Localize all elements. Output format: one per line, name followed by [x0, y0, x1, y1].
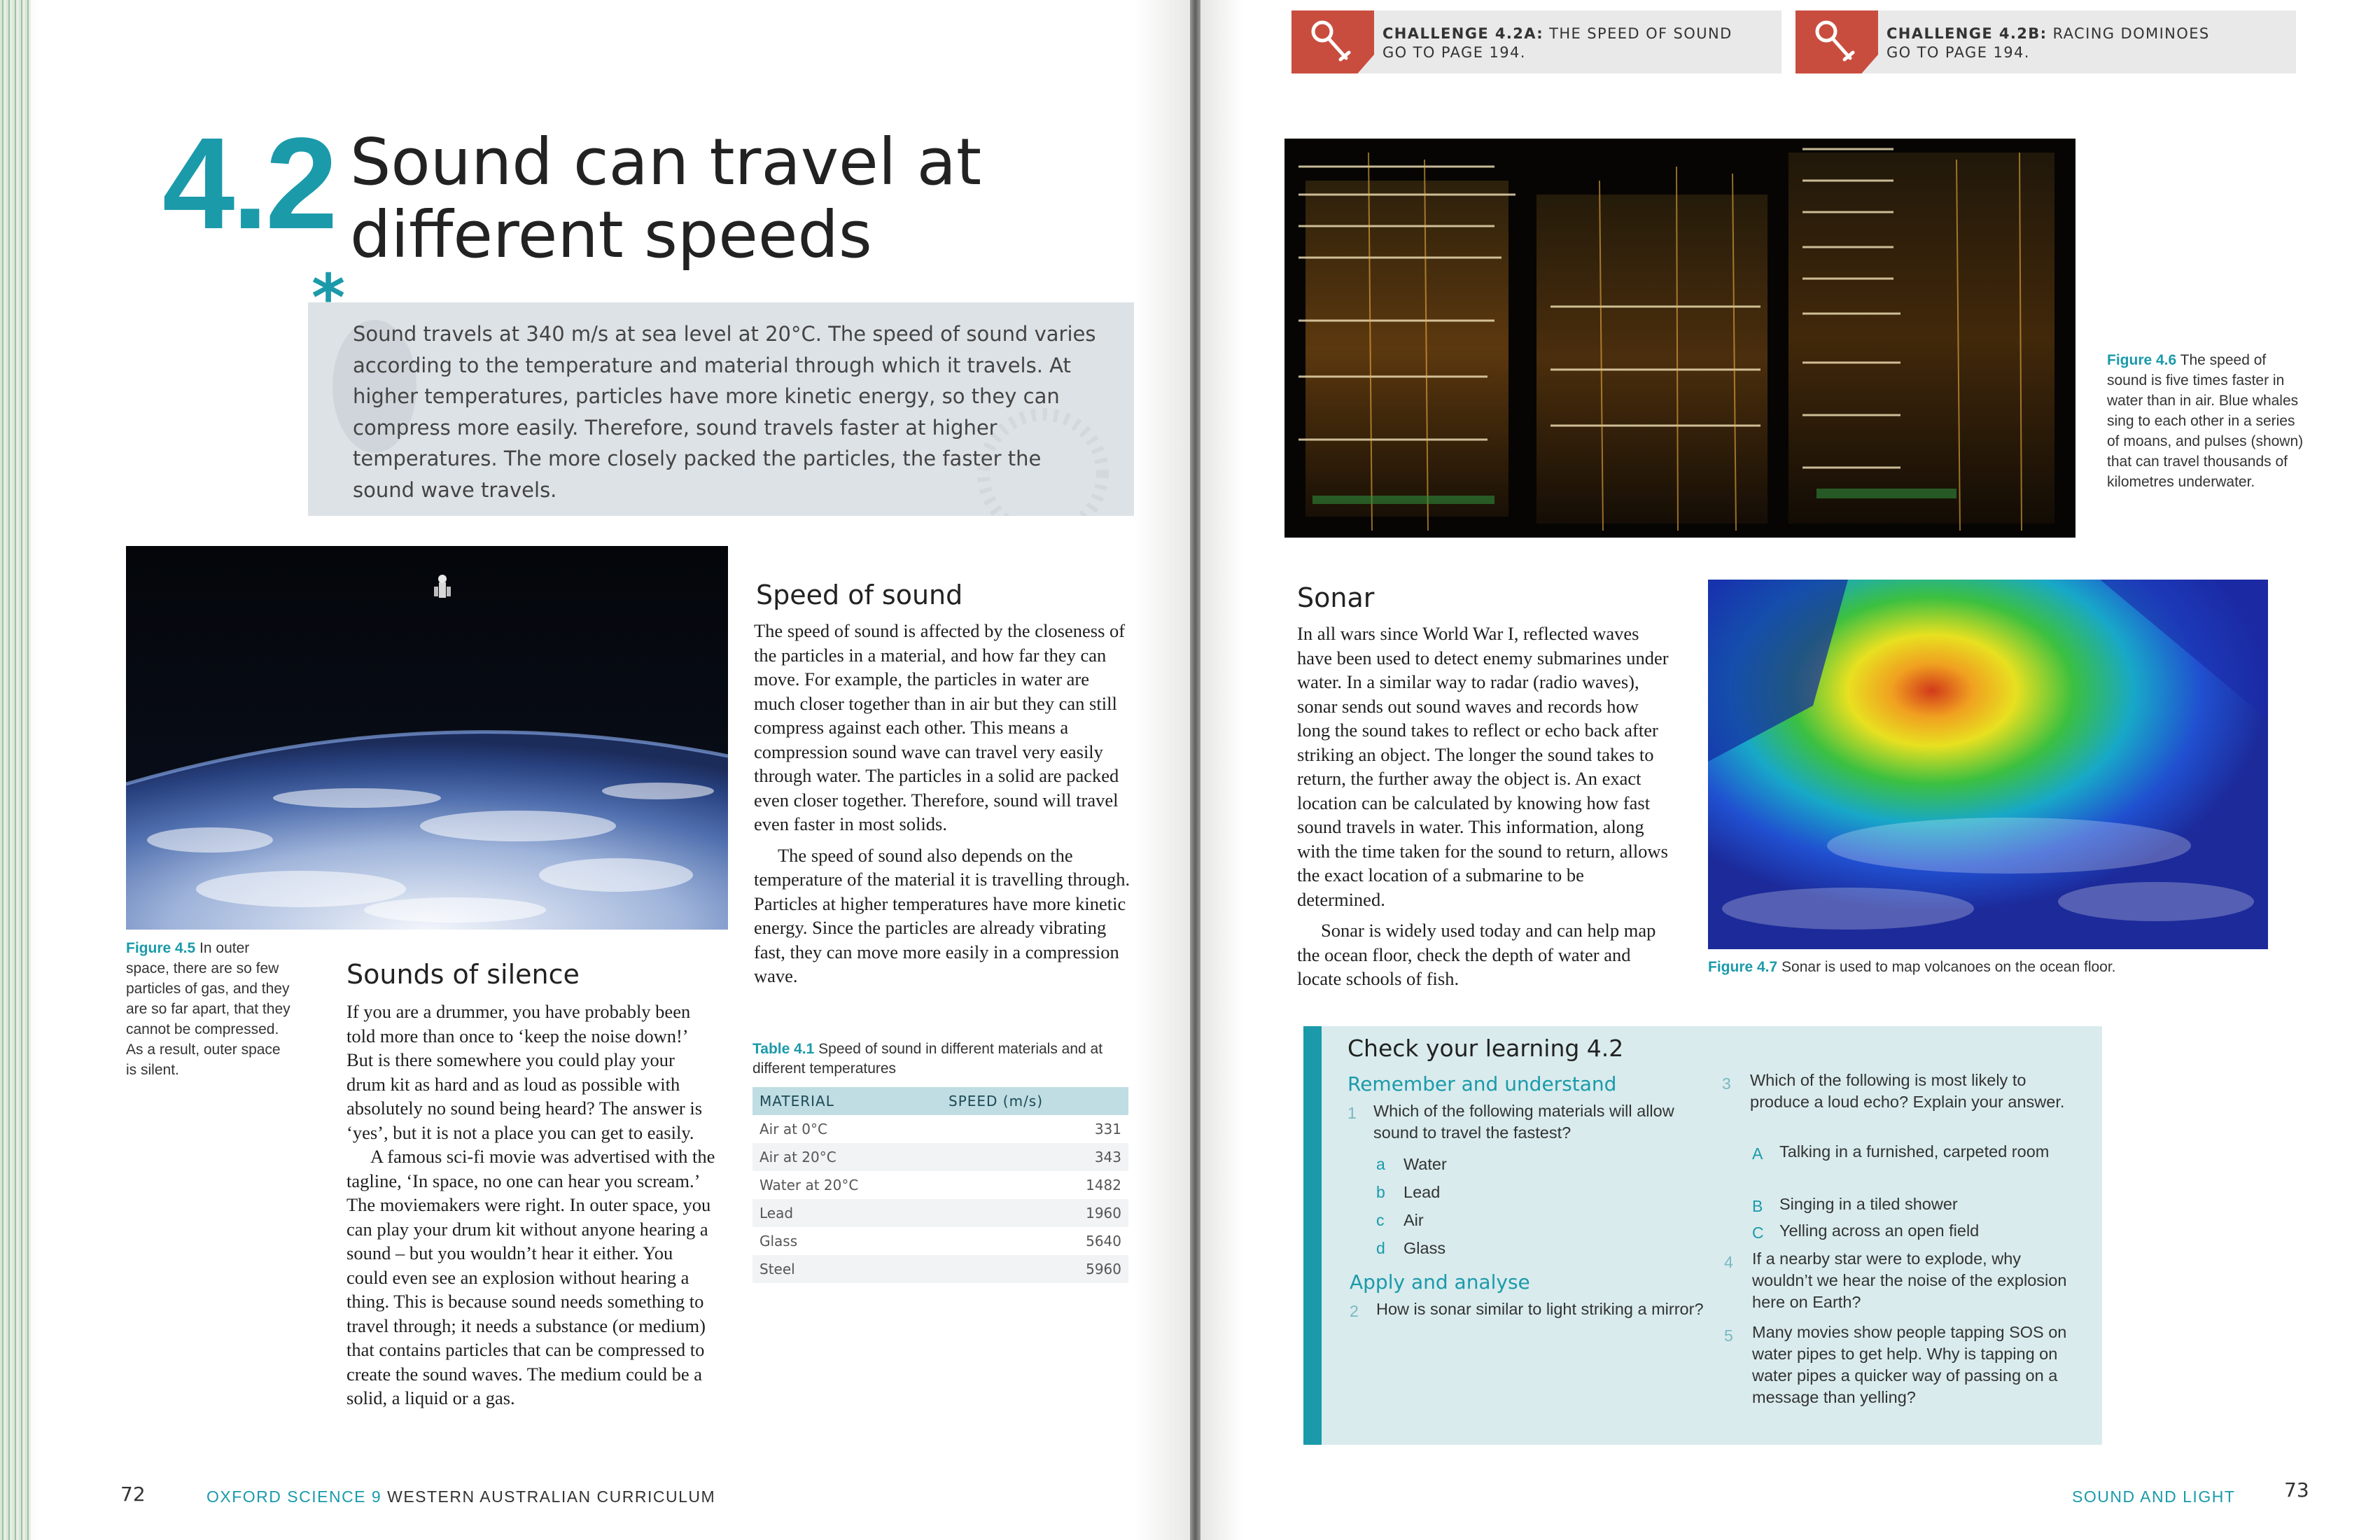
option-letter: b: [1376, 1183, 1385, 1201]
sounds-paragraph-1: If you are a drummer, you have probably been told more than once to ‘keep the noise down!’ But is there somewhere you could play your drum kit as hard and as loud as possible with absolutely no sound being heard? The answer is ‘yes’, but it is not a place you can get to easily.: [346, 1001, 703, 1143]
remember-understand-heading: Remember and understand: [1348, 1072, 1617, 1096]
material-column-header: MATERIAL: [752, 1087, 941, 1115]
figure-4-7-caption: Figure 4.7 Sonar is used to map volcanoes on the ocean floor.: [1708, 959, 2116, 975]
speed-paragraph-1: The speed of sound is affected by the closeness of the particles in a material, and how far they can move. For example, the particles in water are much closer together than in air but they can still compress against each other. This means a compression sound wave can travel very easily through water. The particles in a solid are packed even closer together. Therefore, sound will travel even faster in most solids.: [754, 620, 1126, 834]
option-text: Air: [1404, 1211, 1424, 1229]
challenge-4-2b-text: CHALLENGE 4.2B: RACING DOMINOES GO TO PAGE 194.: [1886, 25, 2210, 61]
sonar-text: [1297, 622, 1675, 991]
speed-paragraph-2: The speed of sound also depends on the temperature of the material it is travelling through. Particles at higher temperatures have more kinetic energy. Since the particles are already vibrating fast, they can move more easily in a compression wave.: [754, 844, 1130, 986]
intro-asterisk-icon: *: [312, 260, 346, 335]
material-cell: Air at 0°C: [760, 1121, 827, 1138]
question-2-number: 2: [1350, 1302, 1359, 1320]
earth-from-space-image: [126, 546, 728, 930]
option-text: Yelling across an open field: [1779, 1222, 1980, 1240]
figure-4-6-spectrogram: [1284, 139, 2076, 538]
question-3-number: 3: [1722, 1074, 1731, 1093]
speed-column-header: SPEED (m/s): [941, 1087, 1128, 1115]
option-letter: A: [1752, 1144, 1763, 1163]
option-letter: a: [1376, 1155, 1385, 1173]
table-row: [752, 1199, 1128, 1227]
sonar-paragraph-2: Sonar is widely used today and can help map the ocean floor, check the depth of water and locate schools of fish.: [1297, 920, 1656, 989]
wrench-icon: [1292, 10, 1374, 74]
option-text: Talking in a furnished, carpeted room: [1779, 1142, 2050, 1161]
right-footer-title: SOUND AND LIGHT: [2072, 1488, 2236, 1506]
option-text: Glass: [1404, 1239, 1446, 1257]
sounds-of-silence-text: [346, 1000, 718, 1410]
speed-of-sound-table: [752, 1087, 1128, 1283]
sonar-volcano-map-image: [1708, 580, 2268, 949]
challenge-icon-box: [1292, 10, 1374, 74]
left-footer-title: OXFORD SCIENCE 9 WESTERN AUSTRALIAN CURRICULUM: [206, 1488, 716, 1506]
intro-text: Sound travels at 340 m/s at sea level at 20°C. The speed of sound varies according to the temperature and material through which it travels. At higher temperatures, particles have more kinetic energy, so they can compress more easily. Therefore, sound travels faster at higher temperatures. The more closely packed the particles, the faster the sound wave travels.: [353, 322, 1096, 502]
sonar-heading: Sonar: [1297, 582, 1375, 613]
table-row: [752, 1115, 1128, 1143]
whale-song-spectrogram-image: [1284, 139, 2076, 538]
figure-4-7-sonar-map: [1708, 580, 2268, 949]
speed-cell: 343: [941, 1143, 1128, 1171]
question-1-text: Which of the following materials will allow sound to travel the fastest?: [1373, 1102, 1674, 1142]
question-1-number: 1: [1348, 1104, 1357, 1122]
table-row: [752, 1143, 1128, 1171]
material-cell: Air at 20°C: [752, 1143, 941, 1171]
check-your-learning-title: Check your learning 4.2: [1348, 1035, 1624, 1062]
option-letter: c: [1376, 1211, 1385, 1229]
figure-4-5-space-photo: [126, 546, 728, 930]
book-gutter: [1190, 0, 1200, 1540]
question-5-number: 5: [1724, 1326, 1733, 1345]
challenge-4-2a-text: CHALLENGE 4.2A: THE SPEED OF SOUND GO TO PAGE 194.: [1382, 25, 1732, 61]
challenge-4-2a-tab[interactable]: [1292, 10, 1782, 74]
table-row: [752, 1171, 1128, 1199]
material-cell: Steel: [752, 1255, 941, 1283]
table-4-1-caption: Table 4.1 Speed of sound in different materials and at different temperatures: [752, 1041, 1103, 1077]
speed-cell: 1960: [941, 1199, 1128, 1227]
option-letter: d: [1376, 1239, 1385, 1257]
option-text: Singing in a tiled shower: [1779, 1195, 1958, 1213]
sonar-paragraph-1: In all wars since World War I, reflected waves have been used to detect enemy submarines under water. In a similar way to radar (radio waves), sonar sends out sound waves and records how long the sound takes to reflect or echo back after striking an object. The longer the sound takes to return, the further away the object is. An exact location can be calculated by knowing how fast sound travels in water. This information, along with the time taken for the sound to return, allows the exact location of a submarine to be determined.: [1297, 623, 1669, 910]
speed-cell: 5640: [1086, 1233, 1121, 1250]
question-4-number: 4: [1724, 1253, 1733, 1271]
figure-4-5-caption: Figure 4.5 In outer space, there are so few particles of gas, and they are so far apart, that they cannot be compressed. As a result, outer space is silent.: [126, 940, 290, 1078]
material-cell: Lead: [752, 1199, 941, 1227]
speed-of-sound-text: [754, 619, 1132, 988]
speed-of-sound-heading: Speed of sound: [756, 580, 963, 610]
question-3-text: Which of the following is most likely to produce a loud echo? Explain your answer.: [1750, 1071, 2065, 1111]
challenge-icon-box: [1795, 10, 1878, 74]
challenge-4-2b-tab[interactable]: [1795, 10, 2296, 74]
section-title: Sound can travel at different speeds: [350, 125, 982, 272]
sounds-paragraph-2: A famous sci-fi movie was advertised with the tagline, ‘In space, no one can hear you scream.’ The moviemakers were right. In outer space, you can play your drum kit without anyone hearing a sound – but you wouldn’t hear it either. You could even see an explosion without hearing a thing. This is because sound needs something to travel through; it needs a substance (or medium) that contains particles that can be compressed to create the sound waves. The medium could be a solid, a liquid or a gas.: [346, 1146, 715, 1408]
page-edge-stripes: [0, 0, 31, 1540]
sounds-of-silence-heading: Sounds of silence: [346, 959, 580, 990]
speed-cell: 331: [1094, 1121, 1121, 1138]
right-page-number: 73: [2284, 1478, 2309, 1502]
question-2-text: How is sonar similar to light striking a mirror?: [1376, 1300, 1704, 1318]
table-header-row: [752, 1087, 1128, 1115]
option-letter: C: [1752, 1224, 1764, 1242]
material-cell: Water at 20°C: [760, 1177, 859, 1194]
apply-analyse-heading: Apply and analyse: [1350, 1270, 1530, 1294]
left-page-number: 72: [120, 1483, 146, 1506]
wrench-icon: [1795, 10, 1878, 74]
section-number: 4.2: [162, 111, 335, 256]
material-cell: Glass: [760, 1233, 798, 1250]
question-5-text: Many movies show people tapping SOS on water pipes to get help. Why is tapping on water pipes a quicker way of passing on a message than yelling?: [1752, 1323, 2067, 1406]
speed-cell: 1482: [1086, 1177, 1121, 1194]
table-row: [752, 1227, 1128, 1255]
figure-4-6-caption: Figure 4.6 The speed of sound is five times faster in water than in air. Blue whales sing to each other in a series of moans, and pulses (shown) that can travel thousands of kilometres underwater.: [2107, 352, 2304, 490]
option-letter: B: [1752, 1197, 1763, 1215]
question-4-text: If a nearby star were to explode, why wouldn’t we hear the noise of the explosion here on Earth?: [1752, 1250, 2067, 1311]
speed-cell: 5960: [941, 1255, 1128, 1283]
table-row: [752, 1255, 1128, 1283]
option-text: Water: [1404, 1155, 1447, 1173]
option-text: Lead: [1404, 1183, 1441, 1201]
